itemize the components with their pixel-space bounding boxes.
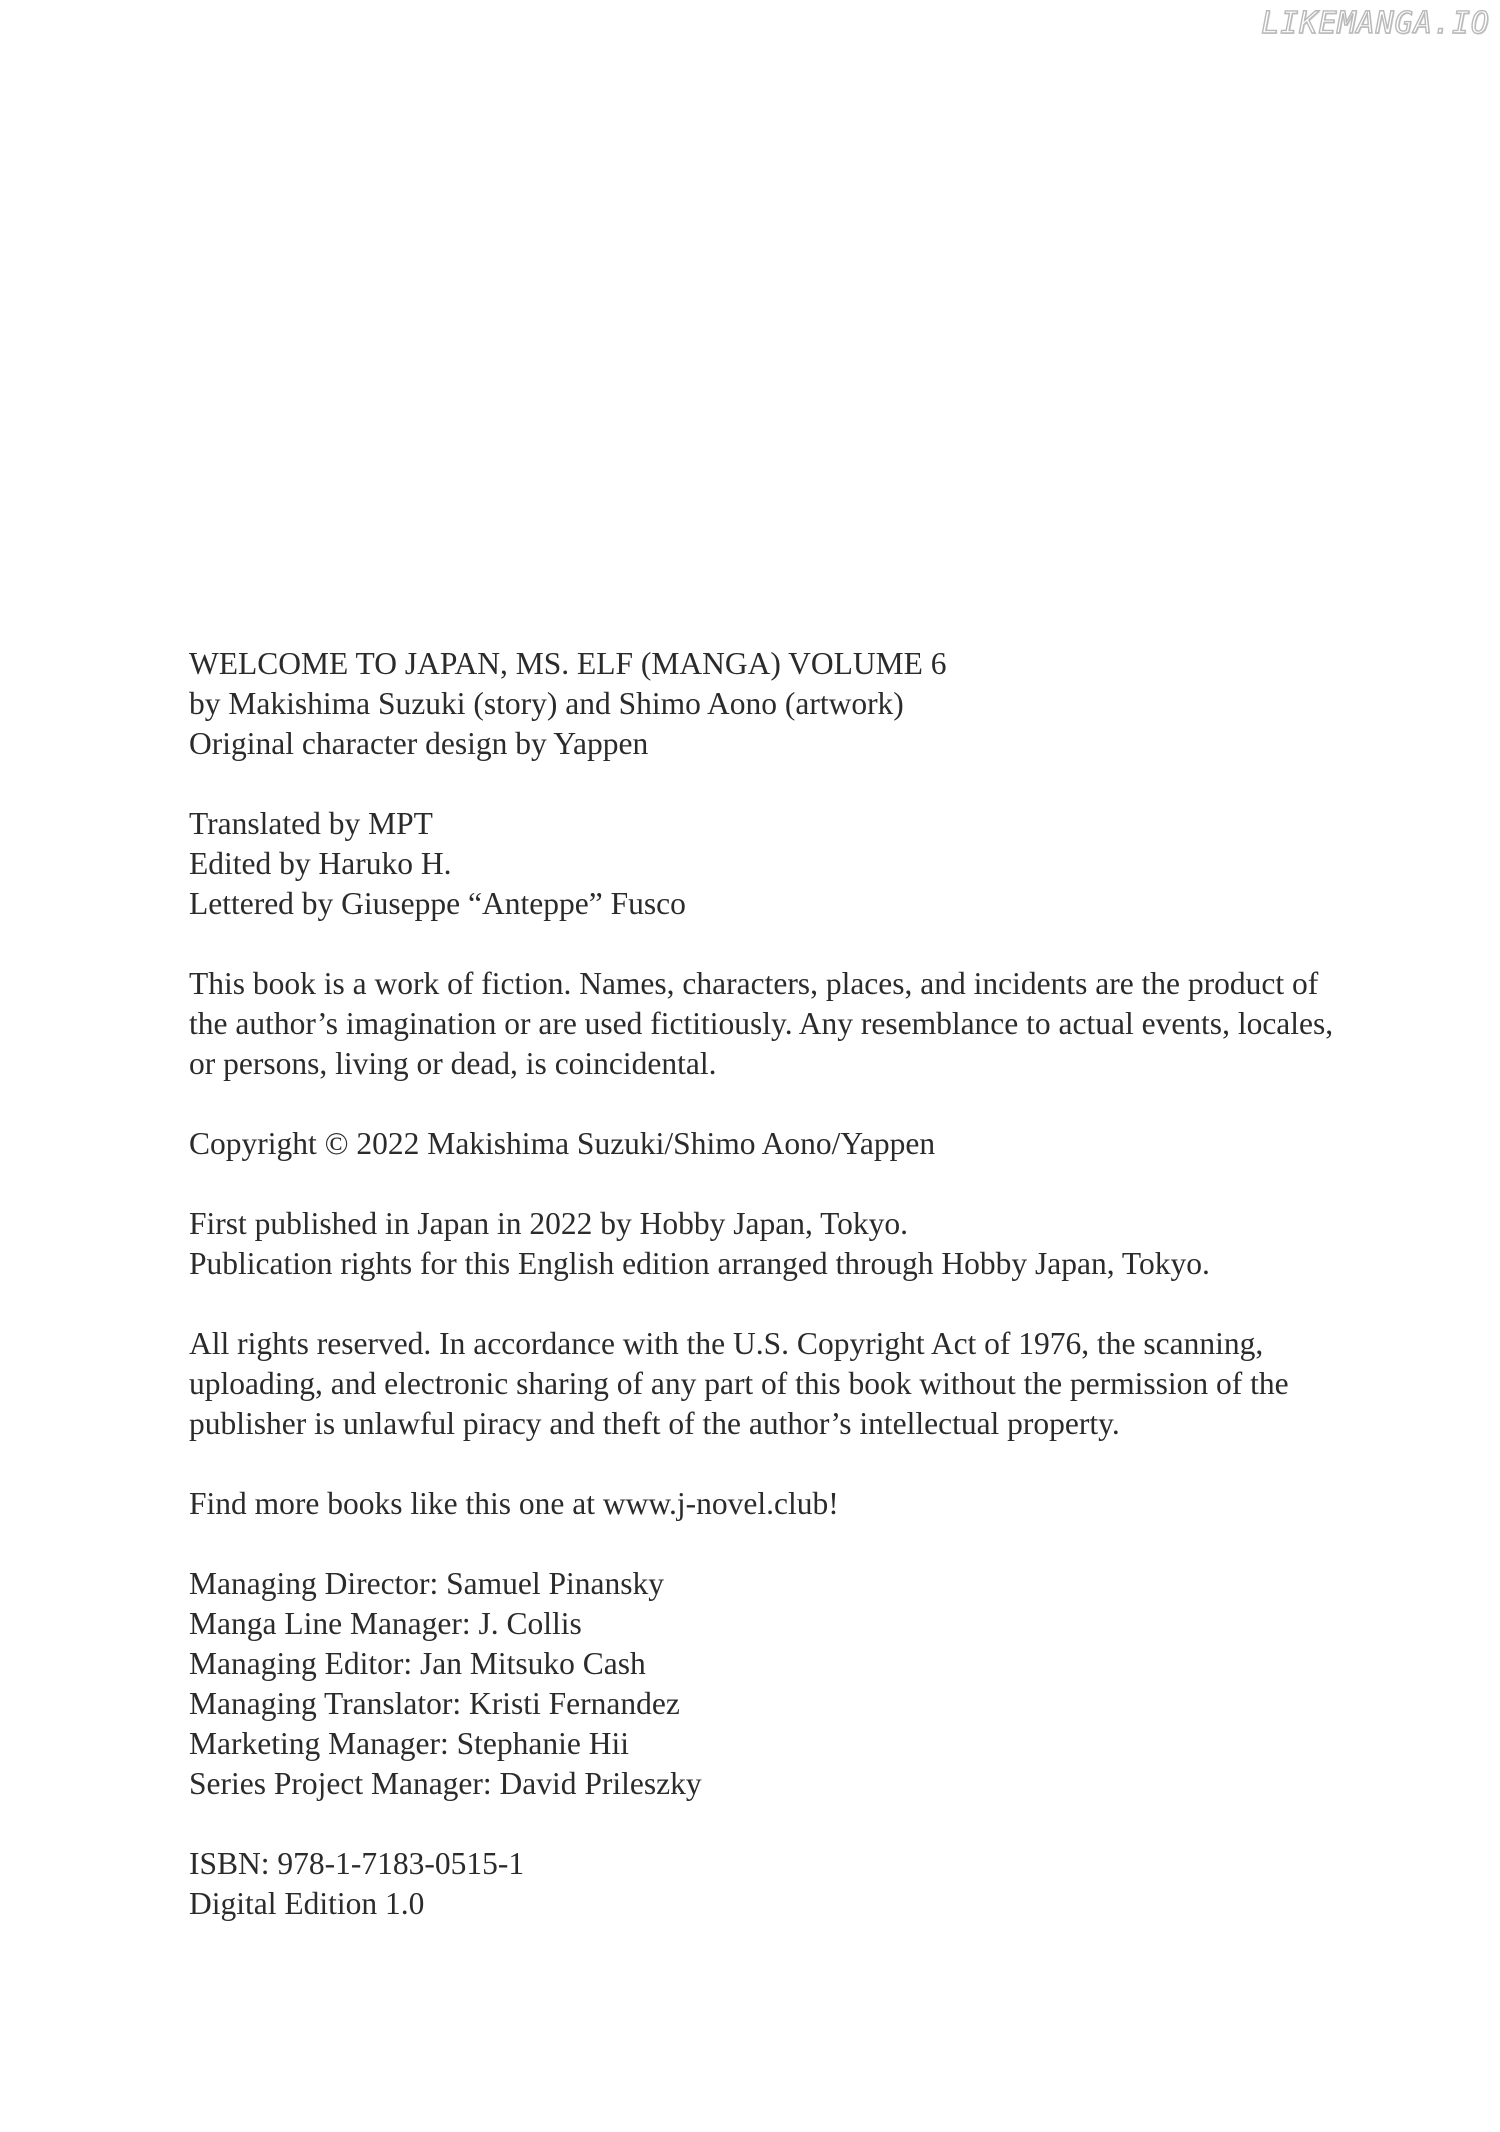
disclaimer-line: This book is a work of fiction. Names, characters, places, and incidents are the product of: [189, 966, 1319, 1001]
edition: Digital Edition 1.0: [189, 1886, 425, 1921]
staff-credits-block: [189, 804, 1389, 924]
title-block: [189, 644, 1389, 764]
publication-block: [189, 1204, 1389, 1284]
isbn: ISBN: 978-1-7183-0515-1: [189, 1846, 525, 1881]
staff-line: Managing Editor: Jan Mitsuko Cash: [189, 1646, 646, 1681]
book-title: WELCOME TO JAPAN, MS. ELF (MANGA) VOLUME 6: [189, 646, 947, 681]
copyright-page: [189, 644, 1389, 1924]
publication-rights: Publication rights for this English edition arranged through Hobby Japan, Tokyo.: [189, 1246, 1210, 1281]
isbn-block: [189, 1844, 1389, 1924]
rights-line: All rights reserved. In accordance with the U.S. Copyright Act of 1976, the scanning,: [189, 1326, 1264, 1361]
website-line: Find more books like this one at www.j-novel.club!: [189, 1486, 839, 1521]
staff-line: Marketing Manager: Stephanie Hii: [189, 1726, 630, 1761]
author-credit: by Makishima Suzuki (story) and Shimo Aono (artwork): [189, 686, 904, 721]
disclaimer-line: or persons, living or dead, is coincidental.: [189, 1046, 717, 1081]
fiction-disclaimer: [189, 964, 1389, 1084]
rights-line: publisher is unlawful piracy and theft of the author’s intellectual property.: [189, 1406, 1120, 1441]
rights-line: uploading, and electronic sharing of any part of this book without the permission of the: [189, 1366, 1289, 1401]
copyright-notice: Copyright © 2022 Makishima Suzuki/Shimo Aono/Yappen: [189, 1126, 936, 1161]
management-staff-block: [189, 1564, 1389, 1804]
editor-credit: Edited by Haruko H.: [189, 846, 452, 881]
website-block: [189, 1484, 1389, 1524]
translator-credit: Translated by MPT: [189, 806, 433, 841]
staff-line: Manga Line Manager: J. Collis: [189, 1606, 582, 1641]
staff-line: Managing Director: Samuel Pinansky: [189, 1566, 665, 1601]
staff-line: Series Project Manager: David Prileszky: [189, 1766, 702, 1801]
first-published: First published in Japan in 2022 by Hobby Japan, Tokyo.: [189, 1206, 909, 1241]
site-watermark: LIKEMANGA.IO: [1261, 6, 1490, 41]
staff-line: Managing Translator: Kristi Fernandez: [189, 1686, 680, 1721]
rights-reserved-block: [189, 1324, 1389, 1444]
copyright-notice-block: [189, 1124, 1389, 1164]
character-design-credit: Original character design by Yappen: [189, 726, 649, 761]
disclaimer-line: the author’s imagination or are used fictitiously. Any resemblance to actual events, locales,: [189, 1006, 1334, 1041]
letterer-credit: Lettered by Giuseppe “Anteppe” Fusco: [189, 886, 686, 921]
